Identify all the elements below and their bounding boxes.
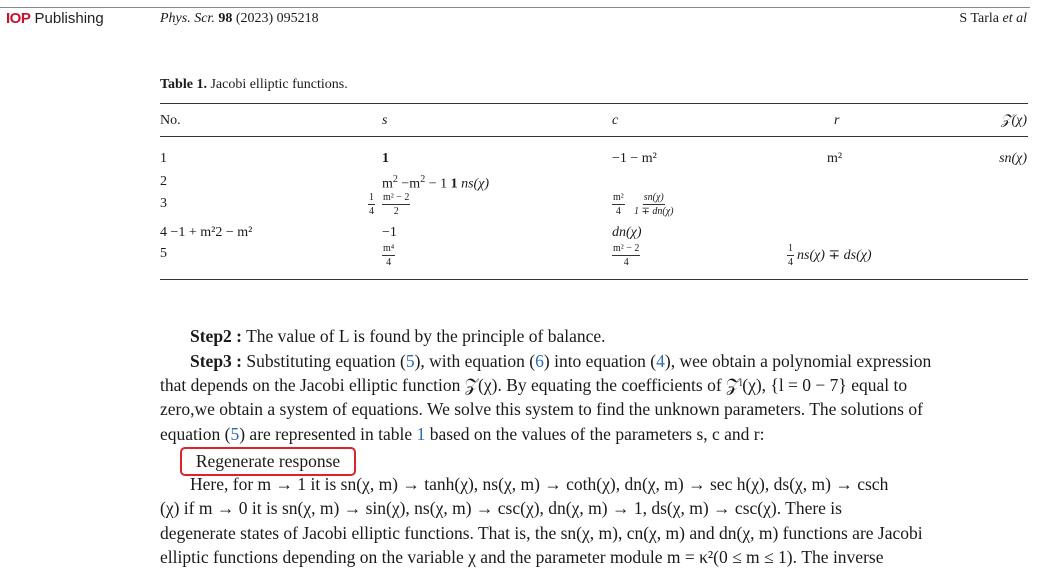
equation-6-link[interactable]: 6	[535, 351, 544, 371]
journal-citation: Phys. Scr. 98 (2023) 095218	[160, 11, 319, 26]
row1-r: m²	[827, 151, 843, 166]
row3-no: 3	[160, 196, 167, 211]
header-no: No.	[160, 113, 181, 128]
row3-c-frac-sn: $\frac{sn(\chi)}{1 \mp dn(\chi)}$	[634, 192, 674, 217]
row5-r-rest: ns(χ) ∓ ds(χ)	[797, 248, 872, 263]
header-r: r	[834, 113, 840, 128]
body-line-3: that depends on the Jacobi elliptic function 𝒵(χ). By equating the coefficients of 𝒵ˡ(χ), {l = 0 − 7} equal to	[160, 375, 908, 395]
body-line-5: equation (5) are represented in table 1 based on the values of the parameters s, c and r:	[160, 424, 765, 444]
row5-c-frac: $\frac{\text{m² − 2}}{4}$	[613, 243, 640, 268]
equation-5-link-2[interactable]: 5	[230, 424, 240, 444]
row5-s-frac: $\frac{\text{m⁴}}{4}$	[383, 243, 395, 268]
row1-z: sn(χ)	[999, 151, 1027, 166]
table-top-rule	[160, 103, 1028, 104]
row4-c: dn(χ)	[612, 225, 642, 240]
row1-s: 1	[382, 151, 389, 166]
step3-first-line: Step3 : Substituting equation (5), with equation (6) into equation (4), wee obtain a polynomial expression	[190, 351, 932, 371]
body-line-10: elliptic functions depending on the variable χ and the parameter module m = κ²(0 ≤ m ≤ 1). The inverse	[160, 547, 884, 567]
header-z: 𝒵(χ)	[1000, 113, 1027, 128]
body-line-7: Here, for m → 1 it is sn(χ, m) → tanh(χ), ns(χ, m) → coth(χ), dn(χ, m) → sec h(χ), ds(χ, m) → csch	[190, 474, 889, 494]
table-header-rule	[160, 136, 1028, 137]
body-line-4: zero,we obtain a system of equations. We solve this system to find the unknown parameters. The solutions of	[160, 399, 923, 419]
row4-s: −1	[382, 225, 397, 240]
table-bottom-rule	[160, 279, 1028, 280]
body-line-8: (χ) if m → 0 it is sn(χ, m) → sin(χ), ns(χ, m) → csc(χ), dn(χ, m) → 1, ds(χ, m) → csc(χ). There is	[160, 498, 842, 518]
row1-c: −1 − m²	[612, 151, 657, 166]
row3-s-frac-main: $\frac{\text{m² − 2}}{2}$	[383, 192, 410, 217]
regenerate-response-button[interactable]: Regenerate response	[180, 447, 356, 476]
header-c: c	[612, 113, 619, 128]
row3-c-frac-m: $\frac{\text{m²}}{4}$	[613, 192, 624, 217]
equation-5-link[interactable]: 5	[405, 351, 415, 371]
row3-s-frac-quarter: $\frac{1}{4}$	[369, 192, 374, 217]
body-line-9: degenerate states of Jacobi elliptic functions. That is, the sn(χ, m), cn(χ, m) and dn(χ, m) functions are Jacobi	[160, 523, 923, 543]
running-authors: S Tarla et al	[959, 11, 1027, 26]
publisher-logo: IOP Publishing	[6, 10, 104, 27]
table-1-link[interactable]: 1	[416, 424, 426, 444]
equation-4-link[interactable]: 4	[656, 351, 665, 371]
header-rule	[0, 7, 1030, 8]
row2-no: 2	[160, 174, 167, 189]
row4-no: 4 −1 + m²2 − m²	[160, 225, 253, 240]
row2-s: $m^2 -m^2 - 1$ 1 ns(χ)	[382, 174, 490, 192]
row5-r-frac: $\frac{1}{4}$	[788, 243, 793, 268]
table-caption: Table 1. Jacobi elliptic functions.	[160, 77, 348, 92]
row1-no: 1	[160, 151, 167, 166]
step2-paragraph: Step2 : The value of L is found by the principle of balance.	[190, 326, 606, 346]
row5-no: 5	[160, 246, 167, 261]
header-s: s	[382, 113, 388, 128]
